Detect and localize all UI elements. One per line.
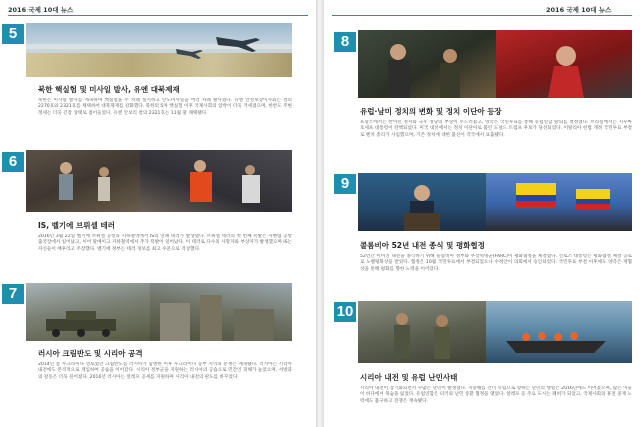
- header-rule-right: [332, 15, 632, 16]
- soldier-icon: [358, 301, 486, 363]
- item-number-9: 9: [334, 174, 356, 194]
- ruins-icon: [150, 283, 292, 341]
- photo-missile-launch: [26, 23, 292, 77]
- item-body-8: 프랑스에서는 반이민 정서와 극우 정당의 부상이 두드러졌고, 영국은 국민투표를 통해 유럽연합 탈퇴를 결정했다. 브라질에서는 지우마 호세프 대통령이 탄핵되었다. 미국 대선에서는 정치 이단아로 불린 도널드 트럼프 후보가 당선되었다. 이탈리아 헌법 개정 국민투표 부결로 렌치 총리가 사임했으며, 기존 정치에 대한 불신이 각국에서 표출됐다.: [360, 120, 632, 138]
- photo-politicians: [358, 30, 496, 98]
- spine-gutter: [316, 0, 324, 427]
- item-title-7: 러시아 크림반도 및 시리아 공격: [38, 349, 143, 358]
- item-number-5: 5: [2, 24, 24, 44]
- item-title-6: IS, 벨기에 브뤼셀 테러: [38, 221, 115, 230]
- speaker-icon: [496, 30, 632, 98]
- person-icon: [26, 150, 140, 212]
- item-number-10: 10: [334, 302, 356, 322]
- photo-colombia-speech: [358, 173, 486, 231]
- item-body-7: 2014년 봄 우크라이나 영토였던 크림반도를 러시아가 합병한 이후 우크라이나 동부 지역의 분쟁은 계속됐다. 러시아는 시리아 내전에도 본격적으로 개입하여 공습을 이어갔다. 시리아 정부군을 지원하는 러시아의 공습으로 민간인 피해가 늘었으며, 서방과의 갈등은 더욱 깊어졌다. 2016년 러시아는 알레포 공세를 지원하며 시리아 내전의 판도를 바꾸었다.: [38, 362, 292, 380]
- item-title-9: 콜롬비아 52년 내전 종식 및 평화협정: [360, 241, 485, 250]
- item-number-7: 7: [2, 284, 24, 304]
- item-number-8: 8: [334, 32, 356, 52]
- item-number-6: 6: [2, 152, 24, 172]
- photo-brussels-victims: [26, 150, 140, 212]
- aircraft-icon: [26, 23, 292, 77]
- header-rule-left: [8, 15, 308, 16]
- photo-brazil-president: [496, 30, 632, 98]
- rescue-worker-icon: [140, 150, 292, 212]
- photo-crimea-military: [26, 283, 150, 341]
- left-page: [0, 0, 316, 427]
- crowd-icon: [358, 30, 496, 98]
- photo-brussels-rescue: [140, 150, 292, 212]
- podium-icon: [358, 173, 486, 231]
- item-body-9: 52년간 이어진 내전을 종식하기 위해 콜롬비아 정부와 무장혁명군(FARC)이 평화협정을 체결했다. 산토스 대통령은 평화협정 체결 공로로 노벨평화상을 받았다. 협정은 10월 국민투표에서 부결되었으나 수정안이 의회에서 승인되었다. 국민투표 부결 이후에도 양측은 재협상을 통해 평화를 향한 노력을 이어갔다.: [360, 254, 632, 272]
- boat-icon: [486, 301, 632, 363]
- header-left: 2016 국제 10대 뉴스: [8, 6, 74, 14]
- item-body-5: 북한은 미사일 발사를 계속하며 핵실험을 두 차례 실시하고 탄도미사일을 여러 차례 발사했다. 유엔 안전보장이사회는 결의 2270호와 2321호를 채택하여 대북제재를 강화했다. 북한의 5차 핵실험 이후 국제사회의 압박이 더욱 거세졌으며, 한반도 주변 정세는 더욱 긴장 상태로 접어들었다. 유엔 안보리 결의 2321호는 11월 말 채택됐다.: [38, 98, 292, 116]
- photo-syria-ruins: [150, 283, 292, 341]
- item-body-10: 시리아 내전이 장기화되면서 수많은 난민이 발생했다. 지중해를 건너 유럽으로 향하는 난민의 행렬은 2016년에도 이어졌으며, 많은 이들이 바다에서 목숨을 잃었다. 유럽연합은 터키와 난민 송환 협정을 맺었다. 알레포 등 주요 도시는 폐허가 되었고, 국제사회의 휴전 중재 노력에도 불구하고 전쟁은 계속됐다.: [360, 386, 632, 404]
- right-page: [324, 0, 640, 427]
- photo-colombia-flags: [486, 173, 632, 231]
- item-title-10: 시리아 내전 및 유럽 난민사태: [360, 373, 458, 382]
- photo-refugee-boat: [486, 301, 632, 363]
- item-body-6: 2016년 3월 22일 벨기에 브뤼셀 공항과 지하철역에서 IS의 연쇄 테러가 발생했다. 브뤼셀 테러의 첫 번째 폭발은 자벤템 공항 출국장에서 일어났고, 이어 말베이크 지하철역에서 추가 폭발이 일어났다. 이 테러로 다수의 사망자와 부상자가 발생했으며 IS는 자신들이 배후라고 주장했다. 벨기에 정부는 테러 경보를 최고 수준으로 격상했다.: [38, 234, 292, 252]
- armored-vehicle-icon: [26, 283, 150, 341]
- photo-syria-soldiers: [358, 301, 486, 363]
- item-title-5: 북한 핵실험 및 미사일 발사, 유엔 대북제재: [38, 85, 180, 94]
- flag-icon: [486, 173, 632, 231]
- item-title-8: 유럽·남미 정치의 변화 및 정치 이단아 등장: [360, 107, 502, 116]
- header-right: 2016 국제 10대 뉴스: [546, 6, 612, 14]
